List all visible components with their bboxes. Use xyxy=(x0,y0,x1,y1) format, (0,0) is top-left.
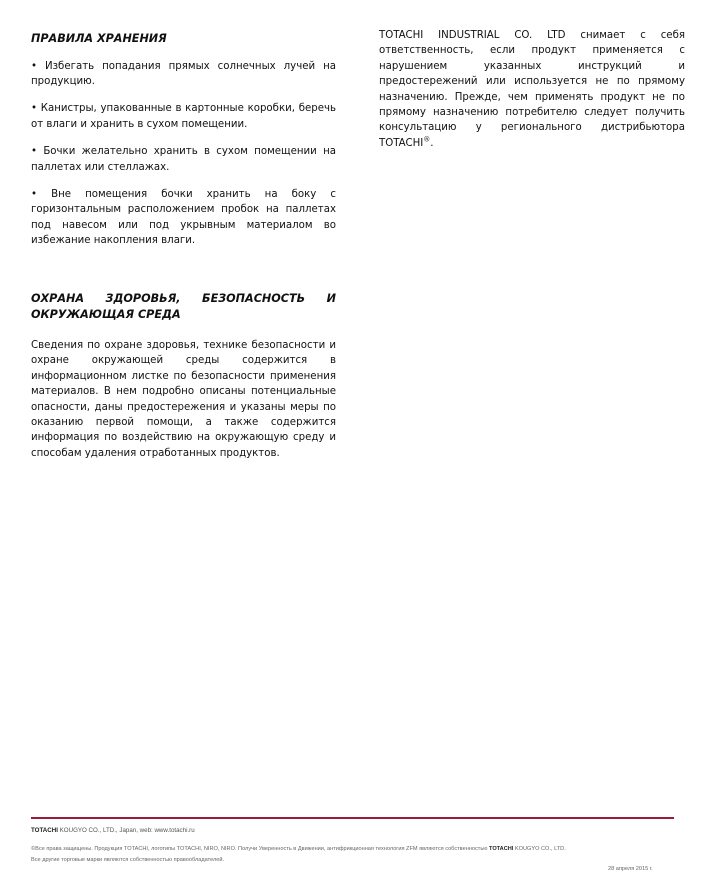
liability-text xyxy=(379,28,685,151)
storage-item-canisters: • Канистры, упакованные в картонные коробки, беречь от влаги и хранить в сухом помещении. xyxy=(31,101,336,132)
footer-rights-brand: TOTACHI xyxy=(489,846,514,852)
storage-heading: ПРАВИЛА ХРАНЕНИЯ xyxy=(31,32,167,45)
footer-company: KOUGYO CO., LTD., Japan, web: www.totachi.ru xyxy=(57,827,195,834)
footer-date: 28 апреля 2015 г. xyxy=(608,866,653,872)
footer-divider xyxy=(31,817,674,819)
footer-rights: ©Все права защищены. Продукция TOTACHI, логотипы TOTACHI, NIRO, NIRO. Получи Уверенность в Движении, антифрикционная технология ZFM являются собственностью xyxy=(31,846,490,852)
storage-item-barrels-indoor: • Бочки желательно хранить в сухом помещении на паллетах или стеллажах. xyxy=(31,144,336,175)
health-heading: ОХРАНА ЗДОРОВЬЯ, БЕЗОПАСНОСТЬ И ОКРУЖАЮЩАЯ СРЕДА xyxy=(31,292,336,321)
storage-item-sunlight: • Избегать попадания прямых солнечных лучей на продукцию. xyxy=(31,59,336,90)
health-text: Сведения по охране здоровья, технике безопасности и охране окружающей среды содержится в информационном листке по безопасности применения материалов. В нем подробно описаны потенциальные опасности, даны предостережения и указаны меры по оказанию первой помощи, а также содержится информация по воздействию на окружающую среду и способам удаления отработанных продуктов. xyxy=(31,340,336,459)
liability-section xyxy=(379,28,685,151)
footer-rights-company: KOUGYO CO., LTD. xyxy=(513,846,566,852)
liability-body: TOTACHI INDUSTRIAL CO. LTD снимает с себя ответственность, если продукт применяется с нарушением указанных инструкций и предостережений или используется не по прямому назначению. Прежде, чем применять продукт не по прямому назначению потребителю следует получить консультацию у регионального дистрибьютора TOTACHI xyxy=(379,30,685,149)
storage-item-barrels-outdoor: • Вне помещения бочки хранить на боку с горизонтальным расположением пробок на паллетах под навесом или под укрывным материалом во избежание накопления влаги. xyxy=(31,187,336,249)
storage-section xyxy=(31,31,336,261)
liability-end: . xyxy=(430,137,434,149)
footer-brand: TOTACHI xyxy=(31,827,58,834)
footer-trademarks: Все другие торговые марки являются собственностью правообладателей. xyxy=(31,857,225,863)
footer-rights-line xyxy=(31,846,566,852)
footer-company-line xyxy=(31,827,195,834)
storage-list xyxy=(31,59,336,249)
registered-mark: ® xyxy=(423,135,431,144)
